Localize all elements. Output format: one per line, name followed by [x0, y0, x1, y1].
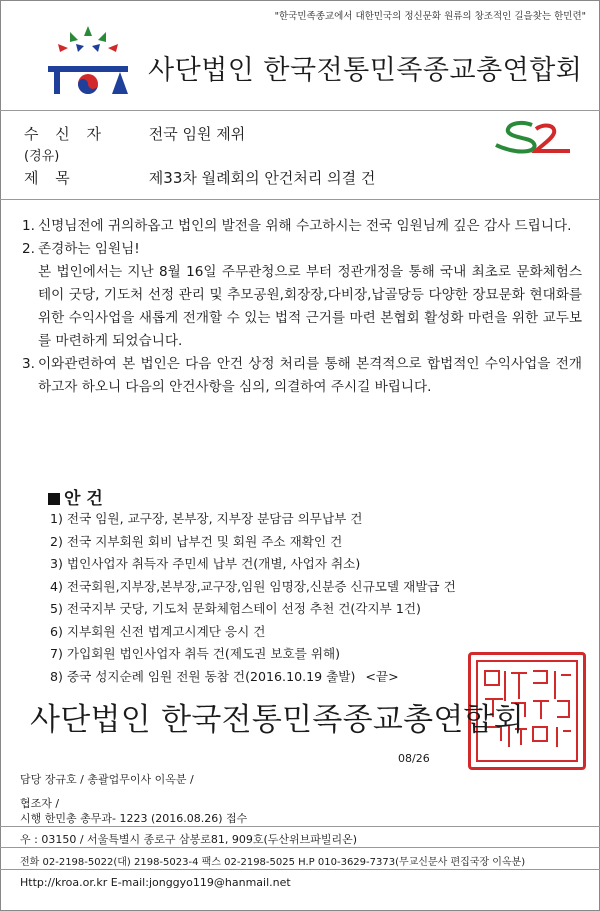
footer-staff: 담당 장규호 / 총괄업무이사 이옥분 / [20, 773, 194, 786]
agenda-list [50, 508, 456, 688]
end-mark: <끝> [365, 668, 399, 684]
motto-text: "한국민족종교에서 대한민국의 정신문화 원류의 창조적인 길을찾는 한민련" [274, 11, 586, 22]
document-header [0, 0, 600, 110]
agenda-item: 5) 전국지부 굿당, 기도처 문화체험스테이 선정 추천 건(각지부 1건) [50, 601, 421, 616]
body-item-text: 이와관련하여 본 법인은 다음 안건 상정 처리를 통해 본격적으로 합법적인 수익사업을 전개하고자 하오니 다음의 안건사항을 심의, 의결하여 주시길 바립니다. [38, 356, 582, 395]
square-bullet-icon [48, 493, 60, 505]
recipient-row [24, 123, 245, 144]
via-row [24, 145, 59, 164]
footer-address: 우 : 03150 / 서울특별시 종로구 삼봉로81, 909호(두산위브파빌리온) [20, 833, 358, 846]
via-label: (경유) [24, 149, 60, 164]
body-item-number: 1. [22, 218, 35, 234]
document-meta [0, 110, 600, 200]
footer-divider [0, 847, 600, 848]
closing-organization-title: 사단법인 한국전통민족종교총연합회 [30, 702, 525, 738]
agenda-item: 3) 법인사업자 취득자 주민세 납부 건(개별, 사업자 취소) [50, 556, 361, 571]
footer-divider [0, 826, 600, 827]
footer-divider [0, 869, 600, 870]
closing-date: 08/26 [398, 752, 430, 765]
body-item-text: 본 법인에서는 지난 8월 16일 주무관청으로 부터 정관개정을 통해 국내 최초로 문화체험스테이 굿당, 기도처 선정 관리 및 추모공원,회장장,다비장,납골당등 다양한 장묘문화 현대화를 위한 수익사업을 새롭게 전개할 수 있는 법적 근거를 마련 본협회 활성화 마련을 위한 교두보를 마련하게 되었습니다. [38, 264, 582, 349]
agenda-title: 안 건 [64, 489, 103, 509]
footer-cooperator: 협조자 / [20, 797, 60, 810]
body-item-number [22, 261, 38, 353]
subject-row [24, 167, 375, 188]
body-item-number: 3. [22, 356, 35, 372]
body-item-text: 신명님전에 귀의하옵고 법인의 발전을 위해 수고하시는 전국 임원님께 깊은 감사 드립니다. [38, 218, 572, 234]
agenda-item [50, 666, 456, 689]
body-item-text: 존경하는 임원님! [38, 241, 140, 257]
agenda-item-text: 8) 중국 성지순례 임원 전원 동참 건(2016.10.19 출발) [50, 668, 356, 684]
recipient-value: 전국 임원 제위 [148, 125, 246, 143]
logo-emblem [48, 26, 128, 94]
agenda-item: 6) 지부회원 신전 법계고시계단 응시 건 [50, 623, 266, 639]
body-item [22, 215, 582, 238]
recipient-label: 수 신 자 [24, 125, 108, 143]
body-paragraphs [22, 215, 582, 399]
footer-enforcement: 시행 한민총 총무과- 1223 (2016.08.26) 접수 [20, 812, 248, 825]
subject-label: 제 목 [24, 169, 76, 187]
body-item [22, 353, 582, 399]
footer-web: Http://kroa.or.kr E-mail:jonggyo119@hanmail.net [20, 876, 291, 889]
agenda-item: 2) 전국 지부회원 회비 납부건 및 회원 주소 재확인 건 [50, 533, 343, 549]
agenda-item: 1) 전국 임원, 교구장, 본부장, 지부장 분담금 의무납부 건 [50, 511, 363, 526]
agenda-item: 7) 가입회원 법인사업자 취득 건(제도권 보호를 위해) [50, 646, 341, 661]
subject-value: 제33차 월례회의 안건처리 의결 건 [148, 169, 376, 187]
body-item [22, 238, 582, 261]
organization-title: 사단법인 한국전통민족종교총연합회 [148, 55, 583, 86]
footer-contact: 전화 02-2198-5022(대) 2198-5023-4 팩스 02-2198-5025 H.P 010-3629-7373(무교신문사 편집국장 이옥분) [20, 857, 526, 868]
s2-logo-icon [492, 119, 572, 155]
agenda-heading [48, 484, 103, 509]
body-item [22, 261, 582, 353]
organization-logo [40, 22, 136, 102]
agenda-item: 4) 전국회원,지부장,본부장,교구장,임원 임명장,신분증 신규모델 재발급 건 [50, 578, 456, 594]
body-item-number: 2. [22, 241, 35, 257]
